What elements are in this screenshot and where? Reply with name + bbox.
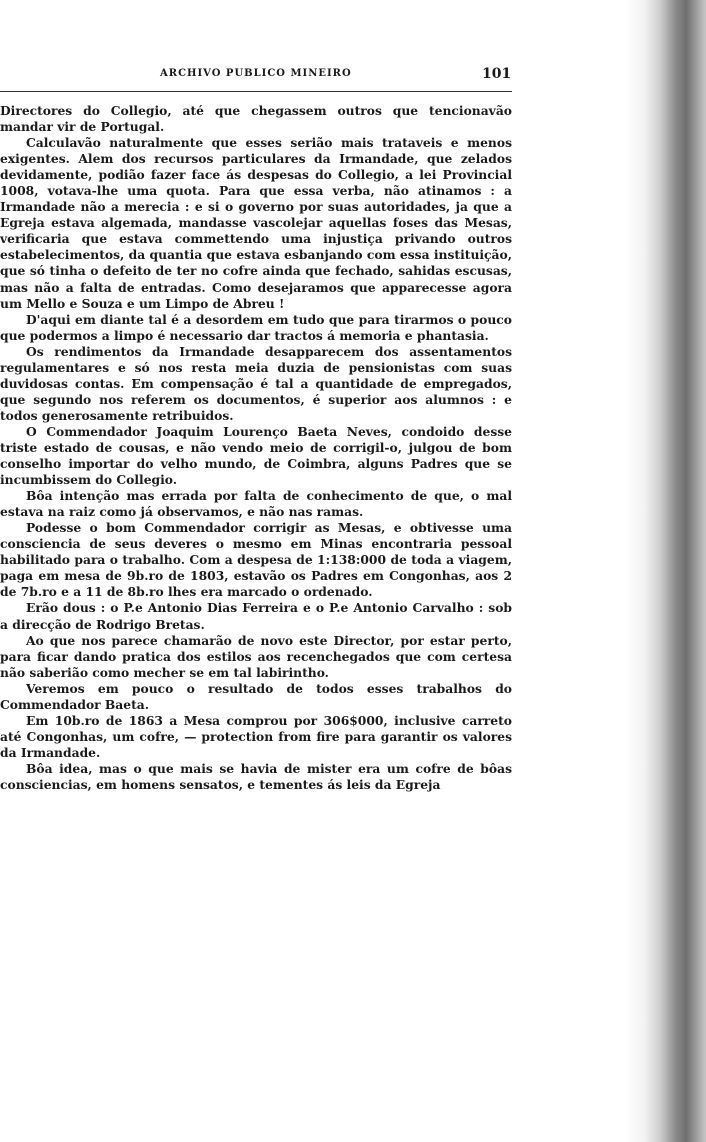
scanned-page-edge [626,0,706,1142]
header-rule [0,91,512,92]
paragraph: D'aqui em diante tal é a desordem em tudo que para tirarmos o pouco que podermos a limpo é necessario dar tractos á memoria e phantasia. [0,311,512,343]
paragraph: Em 10b.ro de 1863 a Mesa comprou por 306$000, inclusive carreto até Congonhas, um cofre, — protection from fire para garantir os valores da Irmandade. [0,712,512,760]
paragraph: Bôa idea, mas o que mais se havia de mister era um cofre de bôas consciencias, em homens sensatos, e tementes ás leis da Egreja [0,760,512,792]
paragraph: Os rendimentos da Irmandade desapparecem dos assentamentos regulamentares e só nos resta meia duzia de pensionistas com suas duvidosas contas. Em compensação é tal a quantidade de empregados, que segundo nos referem os documentos, é superior aos alumnos : e todos generosamente retribuidos. [0,343,512,423]
page-header [0,66,515,88]
paragraph: Bôa intenção mas errada por falta de conhecimento de que, o mal estava na raiz como já observamos, e não nas ramas. [0,488,512,520]
page-number: 101 [482,66,512,82]
body-text [0,103,512,793]
paragraph: O Commendador Joaquim Lourenço Baeta Neves, condoido desse triste estado de cousas, e não vendo meio de corrigil-o, julgou de bom conselho importar do velho mundo, de Coimbra, alguns Padres que se incumbissem do Collegio. [0,423,512,488]
running-title: ARCHIVO PUBLICO MINEIRO [160,68,352,79]
paragraph: Erão dous : o P.e Antonio Dias Ferreira e o P.e Antonio Carvalho : sob a direcção de Rodrigo Bretas. [0,600,512,632]
paragraph: Ao que nos parece chamarão de novo este Director, por estar perto, para ficar dando pratica dos estilos aos recenchegados que com certesa não saberião como mecher se em tal labirintho. [0,632,512,680]
paragraph: Directores do Collegio, até que chegassem outros que tencionavão mandar vir de Portugal. [0,103,512,135]
paragraph: Veremos em pouco o resultado de todos esses trabalhos do Commendador Baeta. [0,680,512,712]
paragraph: Calculavão naturalmente que esses serião mais trataveis e menos exigentes. Alem dos recursos particulares da Irmandade, que zelados devidamente, podião fazer face ás despesas do Collegio, a lei Provincial 1008, votava-lhe uma quota. Para que essa verba, não atinamos : a Irmandade não a merecia : e si o governo por suas autoridades, ja que a Egreja estava algemada, mandasse vascolejar aquellas foses das Mesas, verificaria que estava commettendo uma injustiça privando outros estabelecimentos, da quantia que estava esbanjando com essa instituição, que só tinha o defeito de ter no cofre ainda que fechado, sahidas escusas, mas não a falta de entradas. Como desejaramos que apparecesse agora um Mello e Souza e um Limpo de Abreu ! [0,135,512,311]
paragraph: Podesse o bom Commendador corrigir as Mesas, e obtivesse uma consciencia de seus deveres o mesmo em Minas encontraria pessoal habilitado para o trabalho. Com a despesa de 1:138:000 de toda a viagem, paga em mesa de 9b.ro de 1803, estavão os Padres em Congonhas, aos 2 de 7b.ro e a 11 de 8b.ro lhes era marcado o ordenado. [0,520,512,600]
